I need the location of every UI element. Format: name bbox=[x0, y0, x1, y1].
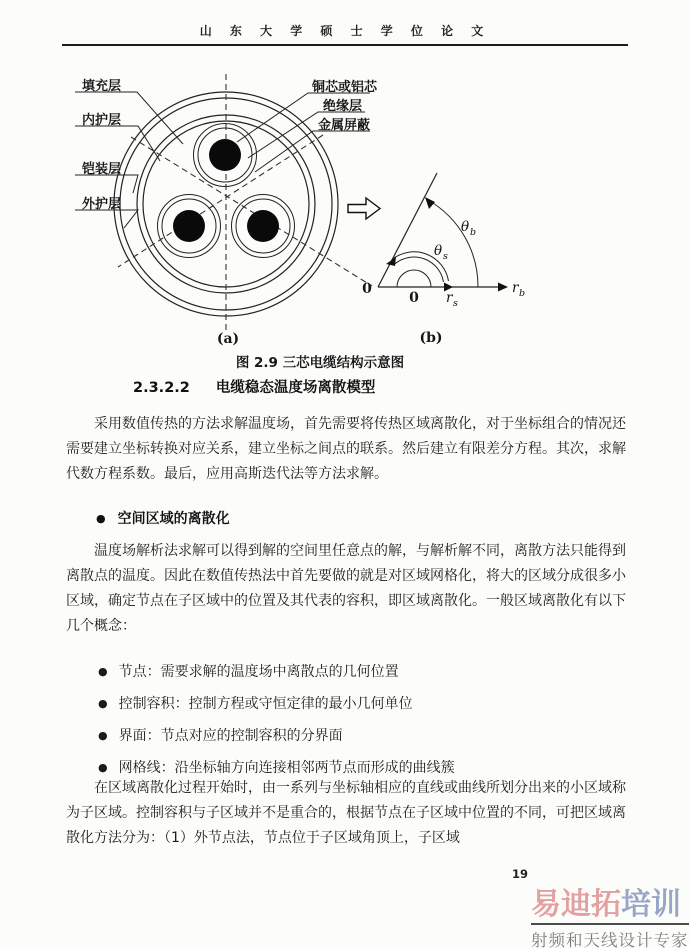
theta-b-label: θ bbox=[461, 219, 470, 235]
transform-arrow-icon bbox=[348, 198, 380, 219]
label-armor-layer: 铠装层 bbox=[82, 162, 122, 177]
small-origin-zero-label: 0 bbox=[409, 290, 419, 306]
bullet-section-heading bbox=[96, 508, 230, 528]
section-number: 2.3.2.2 bbox=[133, 380, 190, 396]
theta-s-subscript: s bbox=[443, 251, 448, 262]
label-filling-layer: 填充层 bbox=[82, 79, 122, 94]
watermark-brand-red: 易迪拓 bbox=[531, 887, 621, 922]
theta-b-subscript: b bbox=[470, 227, 477, 238]
theta-s-label: θ bbox=[434, 243, 443, 259]
section-title: 电缆稳态温度场离散模型 bbox=[215, 380, 376, 396]
list-item-text: 网格线：沿坐标轴方向连接相邻两节点而形成的曲线簇 bbox=[118, 760, 455, 776]
subfigure-label-a: (a) bbox=[216, 331, 240, 347]
r-b-label: r bbox=[512, 280, 519, 296]
list-item bbox=[98, 659, 618, 685]
list-item bbox=[98, 691, 618, 717]
cable-cross-section-diagram bbox=[75, 74, 378, 347]
list-item-text: 界面：节点对应的控制容积的分界面 bbox=[118, 728, 343, 744]
paragraph-3: 在区域离散化过程开始时，由一系列与坐标轴相应的直线或曲线所划分出来的小区域称为子区域。控制容积与子区域并不是重合的，根据节点在子区域中位置的不同，可把区域离散化方法分为：（1）外节点法，节点位于子区域角顶上，子区域 bbox=[66, 780, 626, 846]
watermark-logo bbox=[531, 888, 689, 948]
bullet-icon: ● bbox=[96, 512, 106, 525]
list-item bbox=[98, 723, 618, 749]
r-b-subscript: b bbox=[519, 288, 526, 299]
list-item-text: 节点：需要求解的温度场中离散点的几何位置 bbox=[118, 664, 399, 680]
bullet-icon: ● bbox=[98, 665, 108, 678]
bullet-icon: ● bbox=[98, 697, 108, 710]
paragraph-2: 温度场解析法求解可以得到解的空间里任意点的解，与解析解不同，离散方法只能得到离散点的温度。因此在数值传热法中首先要做的就是对区域网格化，将大的区域分成很多小区域，确定节点在子区域中的位置及其代表的容积，即区域离散化。一般区域离散化有以下几个概念： bbox=[66, 543, 626, 634]
r-s-label: r bbox=[446, 290, 453, 306]
watermark-brand bbox=[531, 888, 689, 922]
watermark-brand-blue: 培训 bbox=[621, 887, 681, 922]
figure-cable-structure bbox=[52, 58, 637, 356]
r-s-subscript: s bbox=[453, 298, 458, 309]
bullet-icon: ● bbox=[98, 761, 108, 774]
label-inner-sheath: 内护层 bbox=[82, 113, 122, 128]
cable-core-top bbox=[194, 124, 257, 187]
page-number: 19 bbox=[512, 867, 529, 881]
label-insulation-layer: 绝缘层 bbox=[323, 99, 363, 114]
section-heading bbox=[133, 376, 375, 397]
label-copper-or-aluminum-core: 铜芯或铝芯 bbox=[312, 80, 378, 95]
concept-bullet-list bbox=[98, 659, 618, 787]
watermark-tagline: 射频和天线设计专家 bbox=[531, 931, 689, 948]
bullet-icon: ● bbox=[98, 729, 108, 742]
label-outer-sheath: 外护层 bbox=[82, 197, 122, 212]
cable-core-bottom-right bbox=[232, 195, 295, 258]
figure-caption: 图 2.9 三芯电缆结构示意图 bbox=[235, 355, 405, 371]
origin-zero-label: 0 bbox=[362, 281, 372, 297]
watermark-divider bbox=[531, 923, 689, 925]
label-metal-shield: 金属屏蔽 bbox=[318, 118, 371, 133]
page-header: 山 东 大 学 硕 士 学 位 论 文 bbox=[199, 24, 491, 38]
list-item-text: 控制容积：控制方程或守恒定律的最小几何单位 bbox=[118, 696, 413, 712]
cable-core-bottom-left bbox=[158, 195, 221, 258]
sector-coordinate-diagram bbox=[362, 173, 525, 346]
subfigure-label-b: (b) bbox=[419, 330, 443, 346]
paragraph-1: 采用数值传热的方法求解温度场，首先需要将传热区域离散化，对于坐标组合的情况还需要建立坐标转换对应关系，建立坐标之间点的联系。然后建立有限差分方程。其次，求解代数方程系数。最后，应用高斯迭代法等方法求解。 bbox=[66, 416, 626, 482]
header-divider bbox=[62, 44, 628, 46]
bullet-heading-text: 空间区域的离散化 bbox=[117, 511, 230, 527]
